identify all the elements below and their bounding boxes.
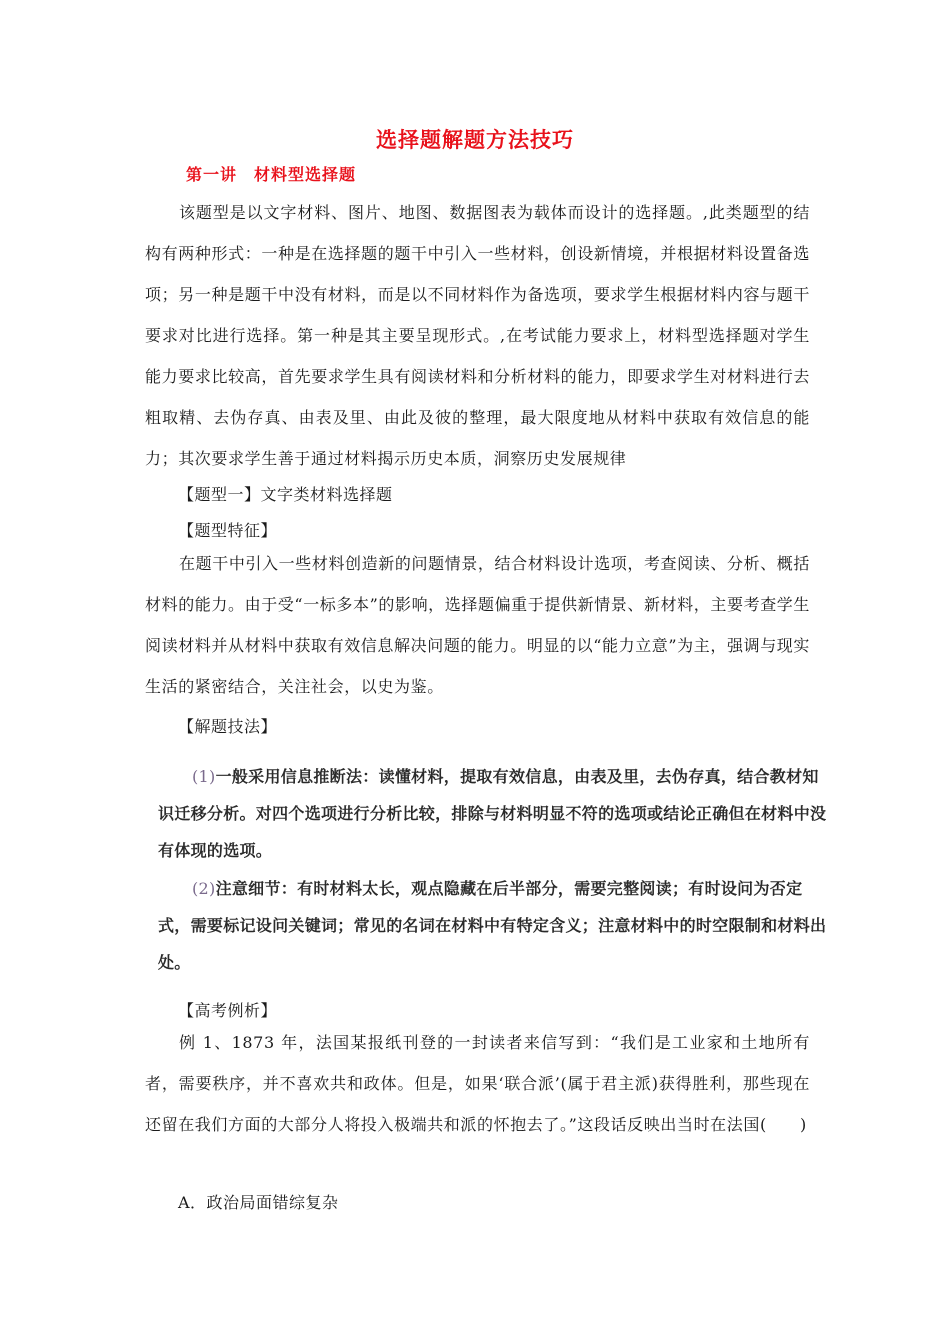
tip-two-text: 注意细节：有时材料太长，观点隐藏在后半部分，需要完整阅读；有时设问为否定式，需要标记设问关键词；常见的名词在材料中有特定含义；注意材料中的时空限制和材料出处。	[158, 879, 827, 972]
example-paragraph: 例 1、1873 年，法国某报纸刊登的一封读者来信写到：“我们是工业家和土地所有者，需要秩序，并不喜欢共和政体。但是，如果‘联合派’(属于君主派)获得胜利，那些现在还留在我们方面的大部分人将投入极端共和派的怀抱去了。”这段话反映出当时在法国( )	[145, 1033, 810, 1134]
feature-heading: 【题型特征】	[178, 521, 278, 540]
document-title: 选择题解题方法技巧	[376, 127, 574, 152]
option-a: A．政治局面错综复杂	[178, 1193, 339, 1212]
tip-one	[158, 758, 828, 869]
tip-two	[158, 870, 828, 981]
method-heading: 【解题技法】	[178, 717, 278, 736]
tip-one-number: (1)	[192, 767, 216, 786]
tip-one-text: 一般采用信息推断法：读懂材料，提取有效信息，由表及里，去伪存真，结合教材知识迁移分析。对四个选项进行分析比较，排除与材料明显不符的选项或结论正确但在材料中没有体现的选项。	[158, 767, 827, 860]
tip-two-number: (2)	[192, 879, 216, 898]
type-heading: 【题型一】文字类材料选择题	[178, 485, 393, 504]
example-heading: 【高考例析】	[178, 1001, 278, 1020]
intro-paragraph: 该题型是以文字材料、图片、地图、数据图表为载体而设计的选择题。,此类题型的结构有两种形式：一种是在选择题的题干中引入一些材料，创设新情境，并根据材料设置备选项；另一种是题干中没有材料，而是以不同材料作为备选项，要求学生根据材料内容与题干要求对比进行选择。第一种是其主要呈现形式。,在考试能力要求上，材料型选择题对学生能力要求比较高，首先要求学生具有阅读材料和分析材料的能力，即要求学生对材料进行去粗取精、去伪存真、由表及里、由此及彼的整理，最大限度地从材料中获取有效信息的能力；其次要求学生善于通过材料揭示历史本质，洞察历史发展规律	[145, 203, 810, 468]
lecture-subtitle: 第一讲 材料型选择题	[186, 165, 357, 184]
feature-paragraph: 在题干中引入一些材料创造新的问题情景，结合材料设计选项，考查阅读、分析、概括材料的能力。由于受“一标多本”的影响，选择题偏重于提供新情景、新材料，主要考查学生阅读材料并从材料中获取有效信息解决问题的能力。明显的以“能力立意”为主，强调与现实生活的紧密结合，关注社会，以史为鉴。	[145, 554, 810, 696]
